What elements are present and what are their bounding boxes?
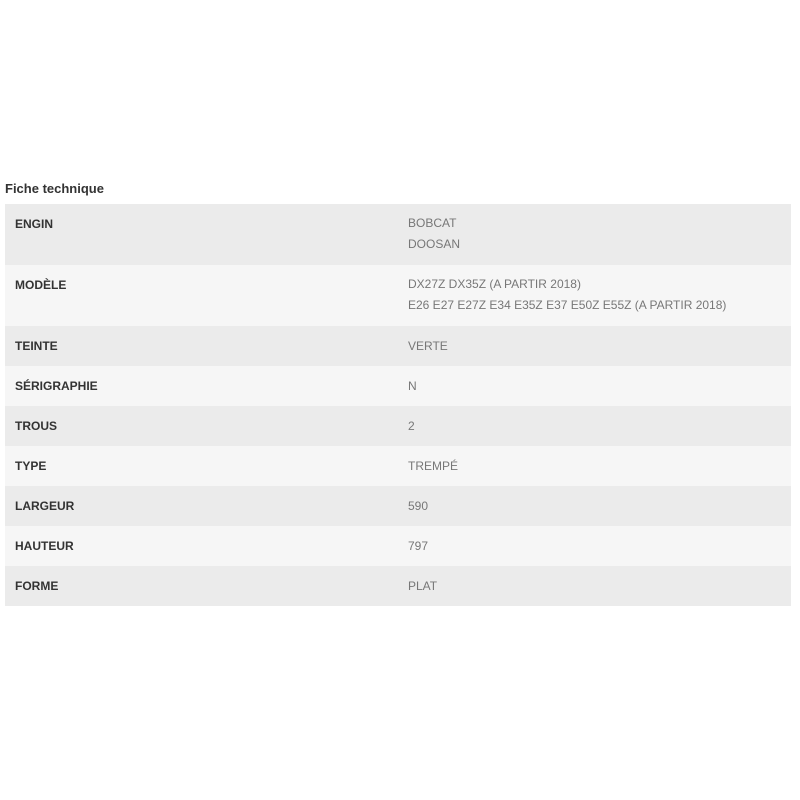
row-value: PLAT bbox=[398, 566, 791, 606]
row-value: N bbox=[398, 366, 791, 406]
table-row-trous bbox=[5, 406, 791, 446]
row-value bbox=[398, 204, 791, 265]
table-row-modele bbox=[5, 265, 791, 326]
value-line: DX27Z DX35Z (A PARTIR 2018) bbox=[408, 277, 581, 291]
row-label: LARGEUR bbox=[5, 486, 398, 526]
row-label: MODÈLE bbox=[5, 265, 398, 326]
row-label: TEINTE bbox=[5, 326, 398, 366]
row-label: TROUS bbox=[5, 406, 398, 446]
section-title: Fiche technique bbox=[5, 181, 104, 196]
value-line: BOBCAT bbox=[408, 216, 457, 230]
row-value: 590 bbox=[398, 486, 791, 526]
row-label: TYPE bbox=[5, 446, 398, 486]
row-value: 797 bbox=[398, 526, 791, 566]
table-row-type bbox=[5, 446, 791, 486]
table-row-teinte bbox=[5, 326, 791, 366]
row-label: SÉRIGRAPHIE bbox=[5, 366, 398, 406]
table-row-hauteur bbox=[5, 526, 791, 566]
row-value: TREMPÉ bbox=[398, 446, 791, 486]
row-value: 2 bbox=[398, 406, 791, 446]
value-line: E26 E27 E27Z E34 E35Z E37 E50Z E55Z (A PARTIR 2018) bbox=[408, 298, 727, 312]
row-label: ENGIN bbox=[5, 204, 398, 265]
table-row-forme bbox=[5, 566, 791, 606]
table-row-largeur bbox=[5, 486, 791, 526]
row-label: FORME bbox=[5, 566, 398, 606]
row-label: HAUTEUR bbox=[5, 526, 398, 566]
table-row-engin bbox=[5, 204, 791, 265]
row-value bbox=[398, 265, 791, 326]
spec-table bbox=[5, 204, 791, 606]
value-line: DOOSAN bbox=[408, 237, 461, 251]
row-value: VERTE bbox=[398, 326, 791, 366]
table-row-serigraphie bbox=[5, 366, 791, 406]
